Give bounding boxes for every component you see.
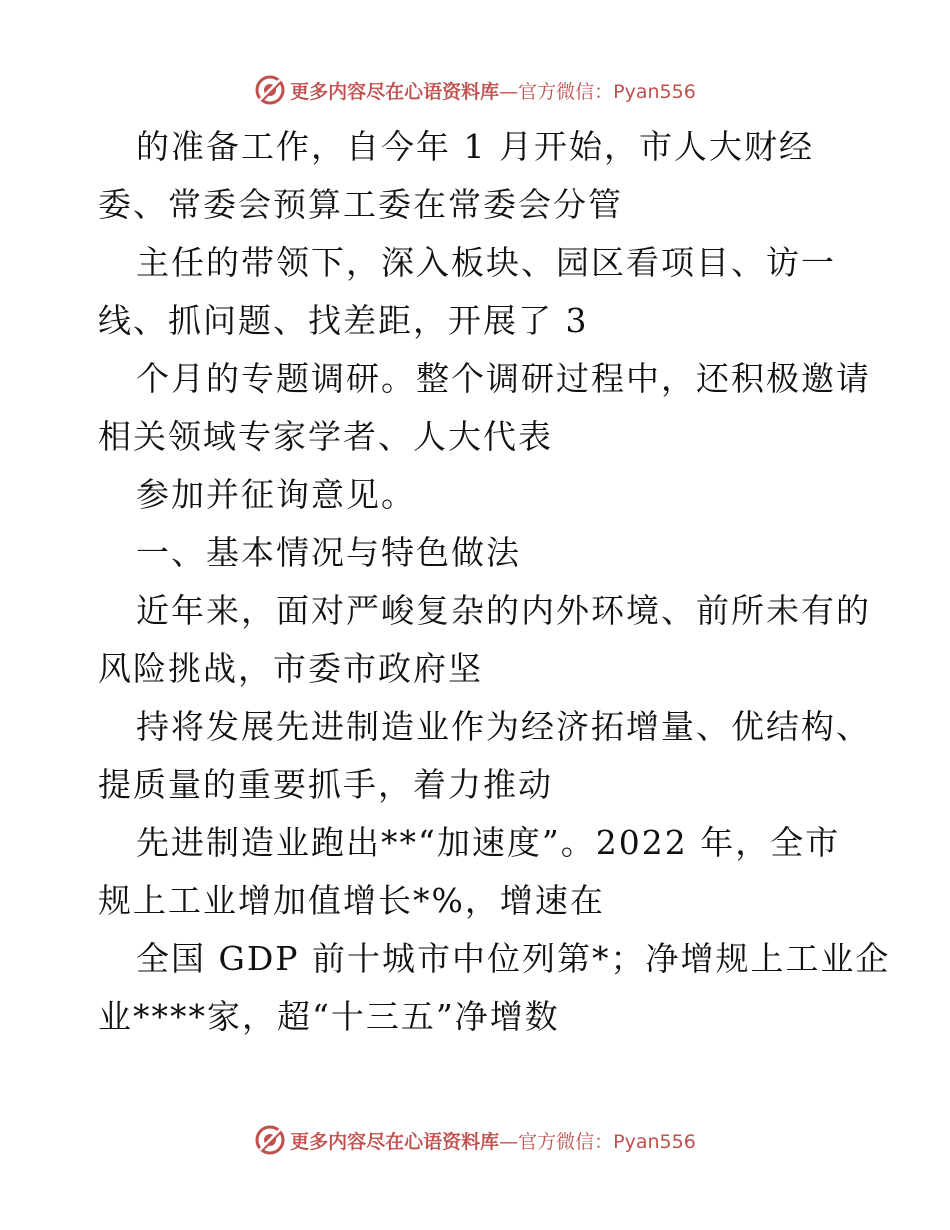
- footer-watermark: [0, 1122, 950, 1158]
- text-line: 风险挑战，市委市政府坚: [98, 649, 483, 688]
- watermark-main-text: 更多内容尽在心语资料库: [290, 80, 500, 103]
- watermark-text: [290, 77, 696, 104]
- document-body: [98, 118, 891, 1046]
- text-line: 近年来，面对严峻复杂的内外环境、前所未有的: [136, 591, 871, 630]
- text-line: 业****家，超“十三五”净增数: [98, 997, 560, 1036]
- watermark-text: [290, 1127, 696, 1154]
- watermark-dash: —: [499, 80, 519, 103]
- text-line: 先进制造业跑出**“加速度”。2022 年，全市: [136, 823, 841, 862]
- text-line: 全国 GDP 前十城市中位列第*；净增规上工业企: [136, 939, 891, 978]
- text-line: 线、抓问题、找差距，开展了 3: [98, 301, 589, 340]
- watermark-main-text: 更多内容尽在心语资料库: [290, 1130, 500, 1153]
- watermark-suffix: 官方微信：Pyan556: [518, 1130, 696, 1153]
- text-line: 主任的带领下，深入板块、园区看项目、访一: [136, 243, 836, 282]
- text-line: 个月的专题调研。整个调研过程中，还积极邀请: [136, 359, 871, 398]
- text-line: 委、常委会预算工委在常委会分管: [98, 185, 623, 224]
- section-heading: 一、基本情况与特色做法: [136, 533, 521, 572]
- text-line: 的准备工作，自今年 1 月开始，市人大财经: [136, 127, 814, 166]
- text-line: 提质量的重要抓手，着力推动: [98, 765, 553, 804]
- watermark-suffix: 官方微信：Pyan556: [518, 80, 696, 103]
- text-line: 持将发展先进制造业作为经济拓增量、优结构、: [136, 707, 871, 746]
- header-watermark: [0, 72, 950, 108]
- watermark-logo-icon: [254, 1124, 286, 1156]
- watermark-dash: —: [499, 1130, 519, 1153]
- text-line: 参加并征询意见。: [136, 475, 416, 514]
- text-line: 规上工业增加值增长*%，增速在: [98, 881, 605, 920]
- watermark-logo-icon: [254, 74, 286, 106]
- text-line: 相关领域专家学者、人大代表: [98, 417, 553, 456]
